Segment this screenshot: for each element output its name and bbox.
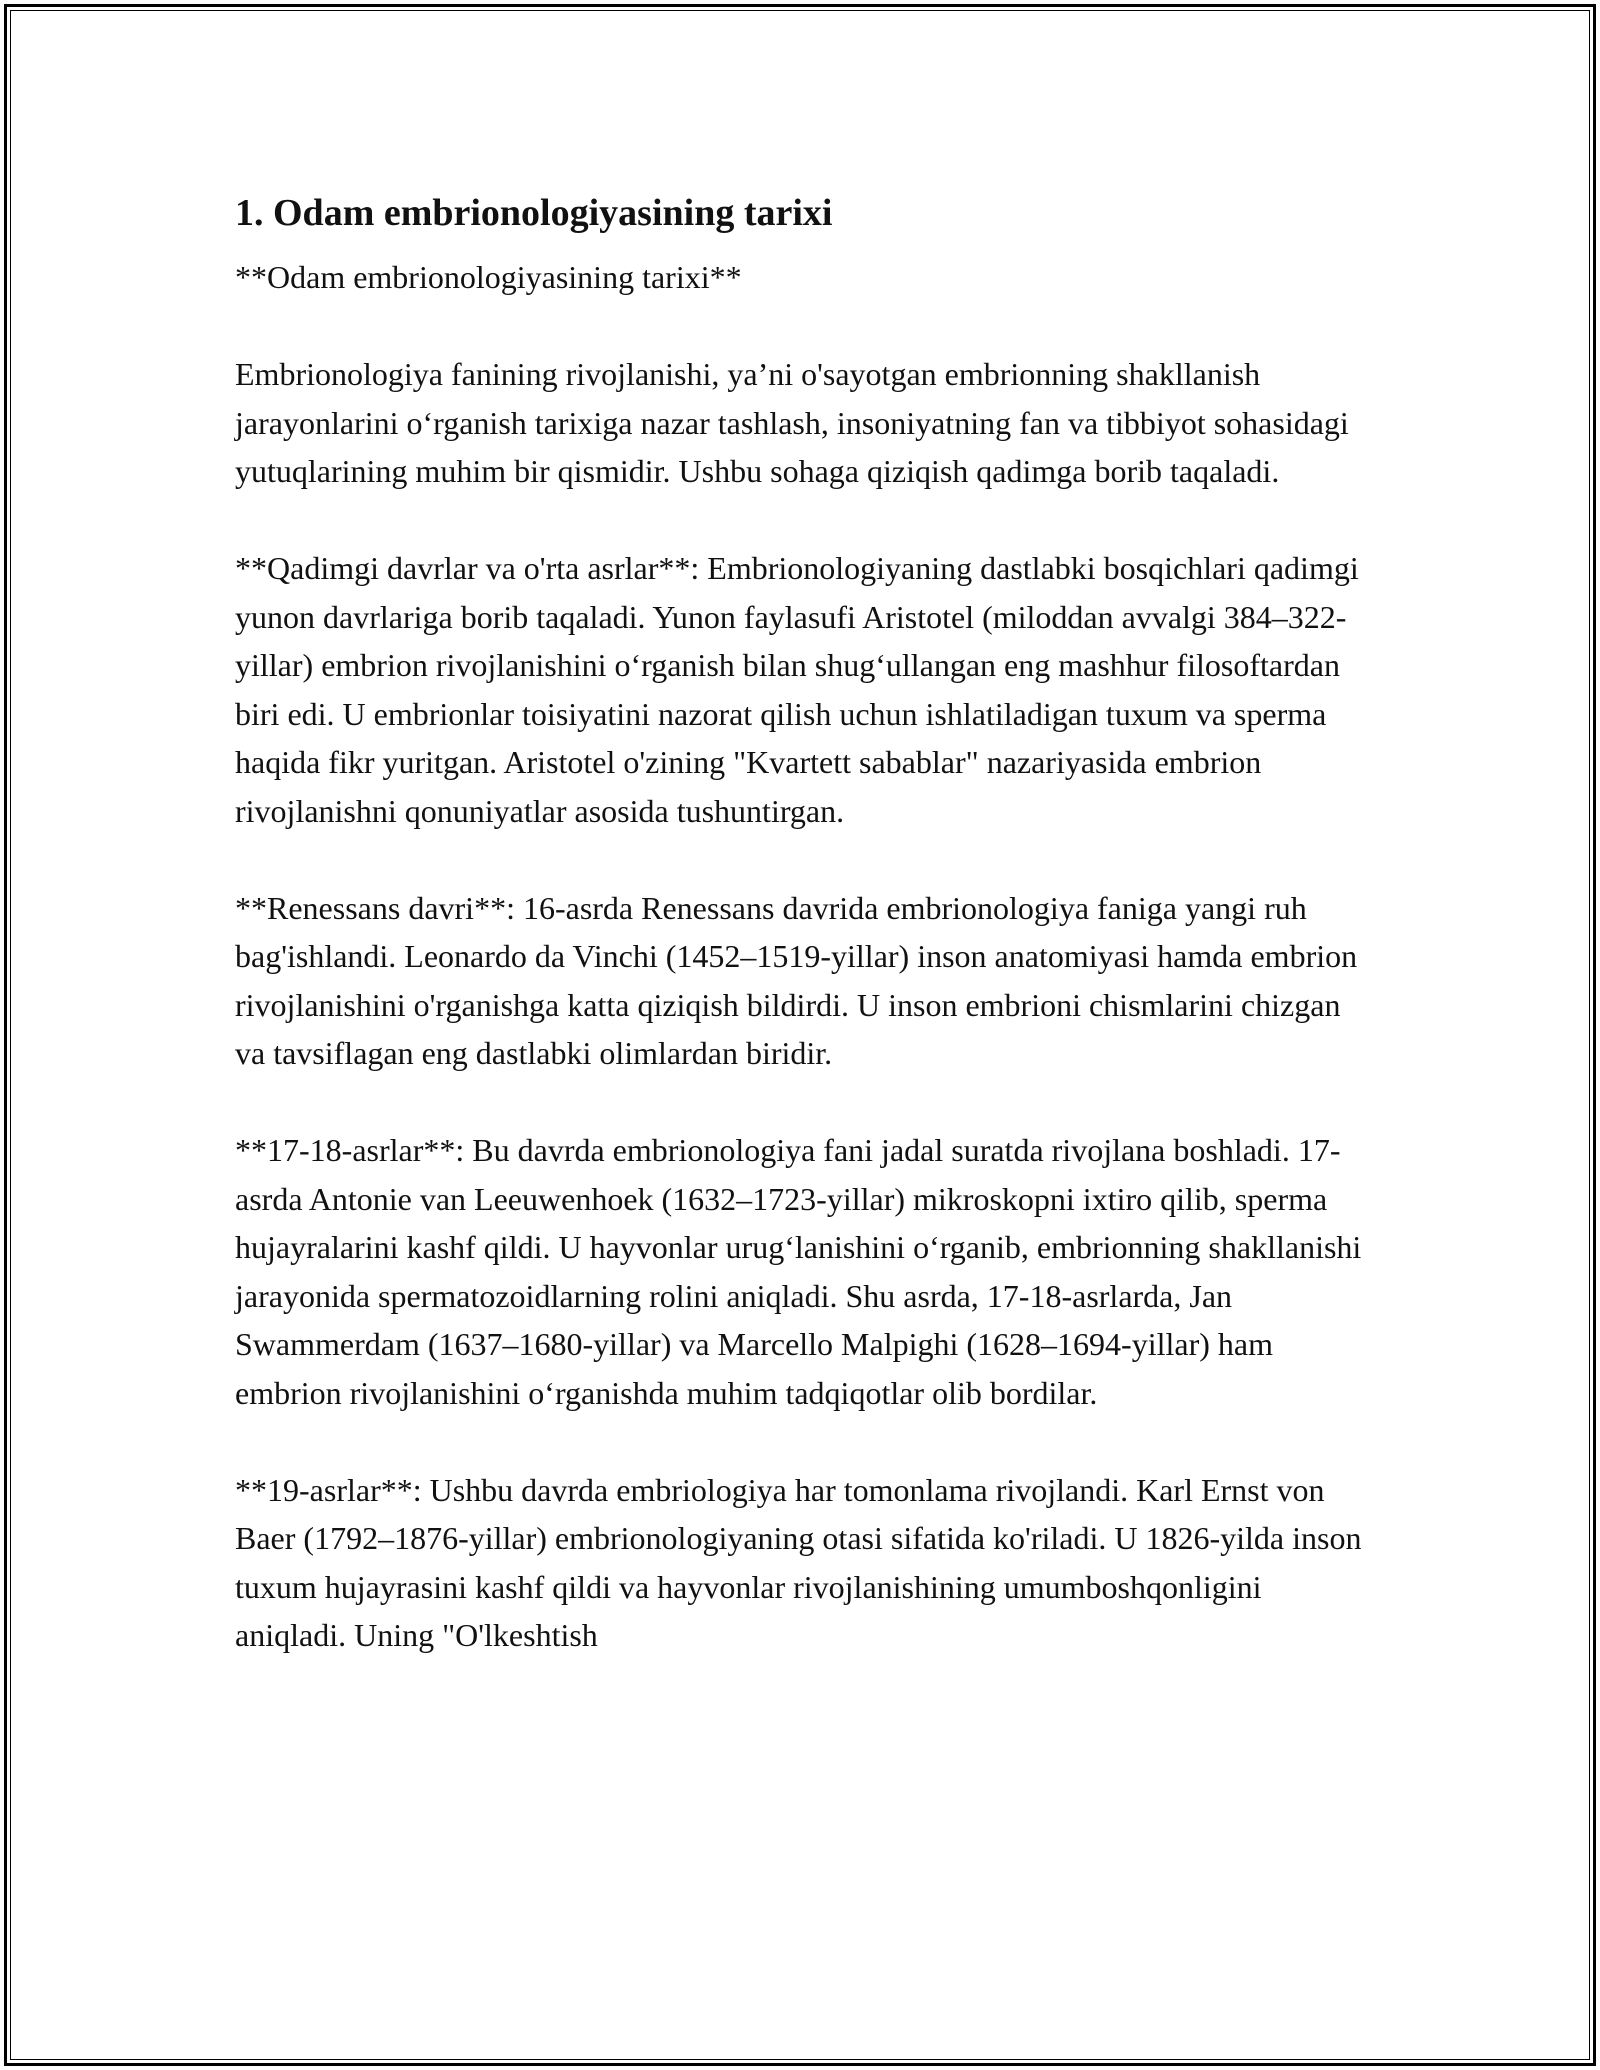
paragraph-subtitle: **Odam embrionologiyasining tarixi** [235, 259, 742, 295]
paragraph-intro: Embrionologiya fanining rivojlanishi, ya’ni o'sayotgan embrionning shakllanish jarayonlarini o‘rganish tarixiga nazar tashlash, insoniyatning fan va tibbiyot sohasidagi yutuqlarining muhim bir qismidir. Ushbu sohaga qiziqish qadimga borib taqaladi. [235, 356, 1349, 489]
section-heading: 1. Odam embrionologiyasining tarixi [235, 192, 833, 234]
paragraph-19-century: **19-asrlar**: Ushbu davrda embriologiya har tomonlama rivojlandi. Karl Ernst von Baer (1792–1876-yillar) embrionologiyaning otasi sifatida ko'riladi. U 1826-yilda inson tuxum hujayrasini kashf qildi va hayvonlar rivojlanishining umumboshqonligini aniqladi. Uning "O'lkeshtish [235, 1471, 1362, 1653]
paragraph-17-18-centuries: **17-18-asrlar**: Bu davrda embrionologiya fani jadal suratda rivojlana boshladi. 17-asrda Antonie van Leeuwenhoek (1632–1723-yillar) mikroskopni ixtiro qilib, sperma hujayralarini kashf qildi. U hayvonlar urug‘lanishini o‘rganib, embrionning shakllanishi jarayonida spermatozoidlarning rolini aniqladi. Shu asrda, 17-18-asrlarda, Jan Swammerdam (1637–1680-yillar) va Marcello Malpighi (1628–1694-yillar) ham embrion rivojlanishini o‘rganishda muhim tadqiqotlar olib bordilar. [235, 1132, 1362, 1411]
paragraph-renaissance: **Renessans davri**: 16-asrda Renessans davrida embrionologiya faniga yangi ruh bag'ishlandi. Leonardo da Vinchi (1452–1519-yillar) inson anatomiyasi hamda embrion rivojlanishini o'rganishga katta qiziqish bildirdi. U inson embrioni chismlarini chizgan va tavsiflagan eng dastlabki olimlardan biridir. [235, 889, 1358, 1071]
document-body [235, 185, 1375, 1708]
paragraph-ancient-times: **Qadimgi davrlar va o'rta asrlar**: Embrionologiyaning dastlabki bosqichlari qadimgi yunon davrlariga borib taqaladi. Yunon faylasufi Aristotel (miloddan avvalgi 384–322-yillar) embrion rivojlanishini o‘rganish bilan shug‘ullangan eng mashhur filosoftardan biri edi. U embrionlar toisiyatini nazorat qilish uchun ishlatiladigan tuxum va sperma haqida fikr yuritgan. Aristotel o'zining "Kvartett sabablar" nazariyasida embrion rivojlanishni qonuniyatlar asosida tushuntirgan. [235, 550, 1359, 829]
